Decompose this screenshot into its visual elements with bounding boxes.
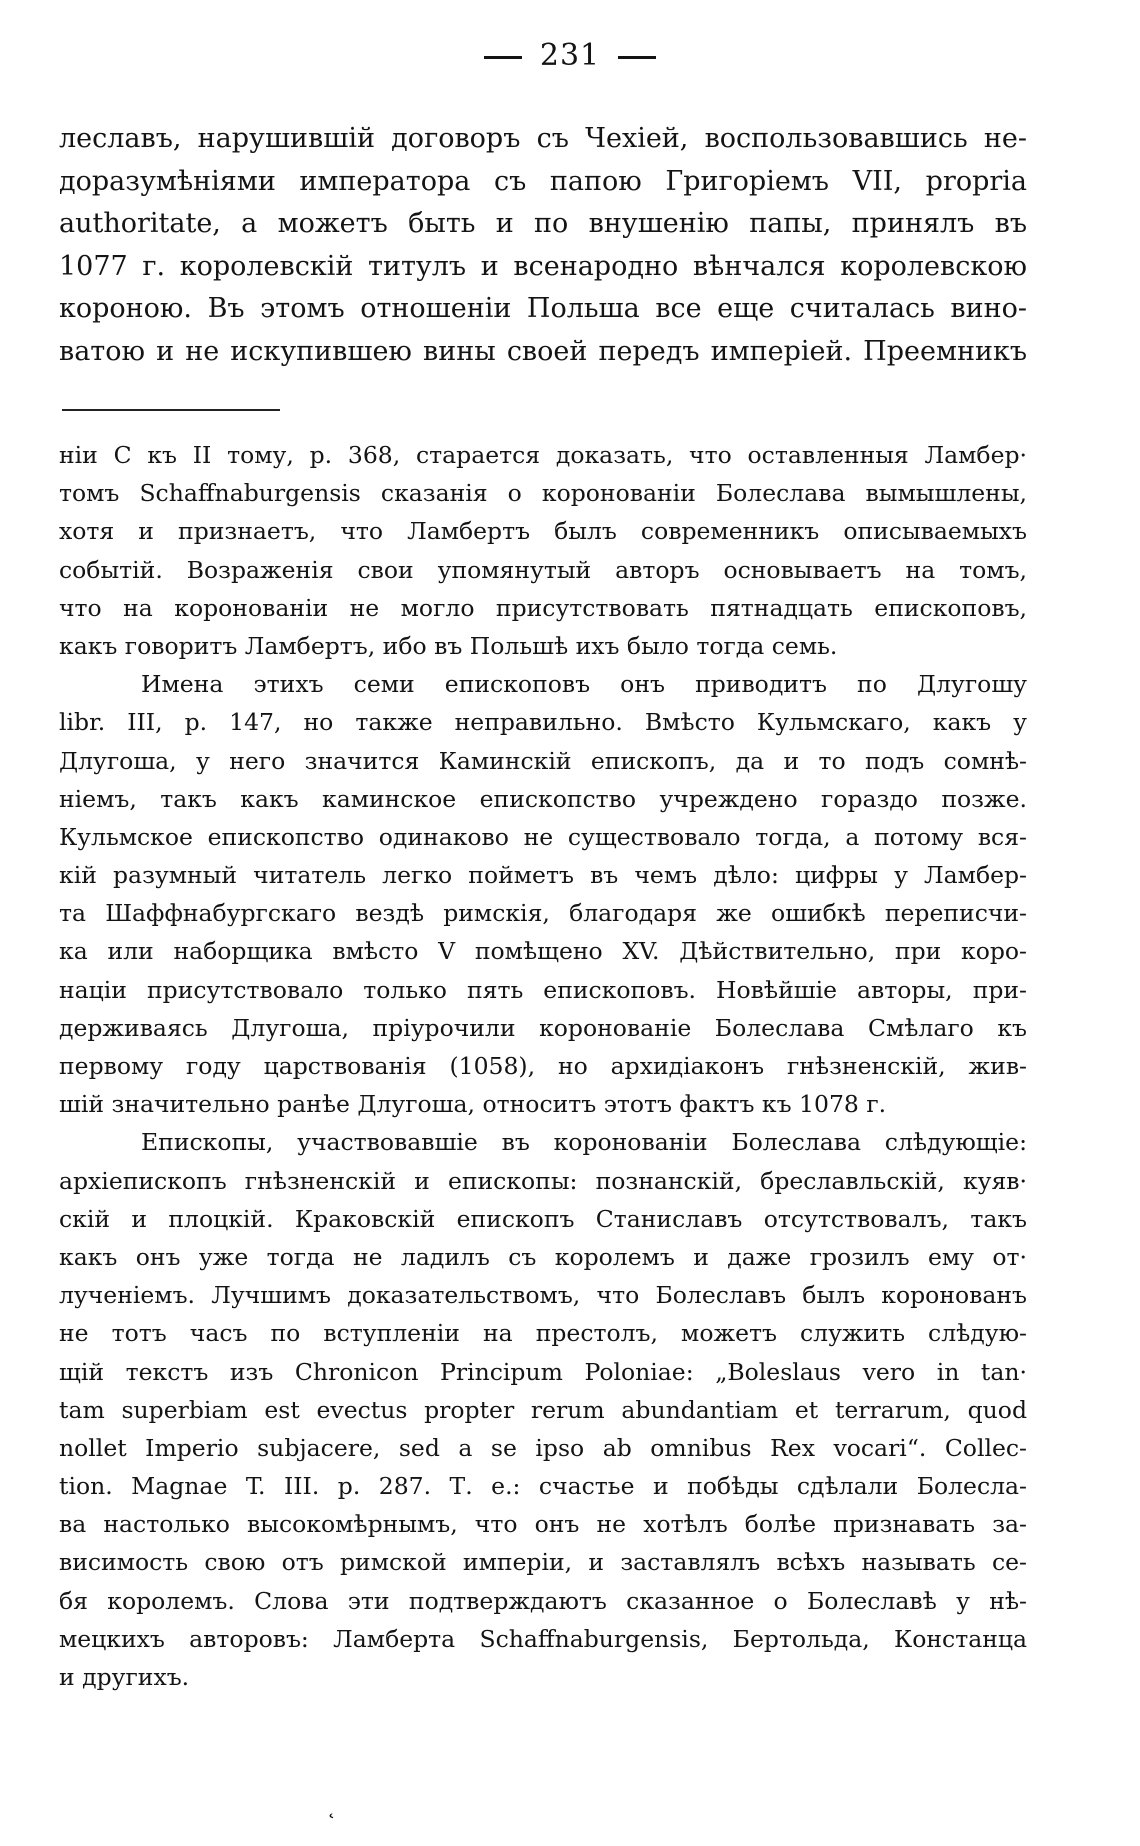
footnote-line: скій и плоцкій. Краковскій епископъ Станиславъ отсутствовалъ, такъ — [59, 1204, 1027, 1233]
footnote-line: бя королемъ. Слова эти подтверждаютъ сказанное о Болеславѣ у нѣ- — [59, 1586, 1027, 1615]
footnote-line: хотя и признаетъ, что Ламбертъ былъ современникъ описываемыхъ — [59, 517, 1027, 546]
footnote-line: первому году царствованія (1058), но архидіаконъ гнѣзненскій, жив- — [59, 1052, 1027, 1080]
footnote-line: nollet Imperio subjacere, sed a se ipso ab omnibus Rex vocari“. Collec- — [59, 1433, 1027, 1462]
footnote-line: ніи C къ II тому, p. 368, старается доказать, что оставленныя Ламбер· — [59, 441, 1027, 469]
footnote — [59, 436, 1027, 1696]
footnote-line: мецкихъ авторовъ: Ламберта Schaffnaburgensis, Бертольда, Констанца — [59, 1624, 1027, 1653]
footnote-line: Длугоша, у него значится Каминскій епископъ, да и то подъ сомнѣ- — [59, 746, 1027, 775]
footnote-line: держиваясь Длугоша, пріурочили короновaніе Болеслава Смѣлаго къ — [59, 1013, 1027, 1042]
text-line: 1077 г. королевскій титулъ и всенародно вѣнчался королевскою — [59, 250, 1027, 282]
footnote-line: кій разумный читатель легко пойметъ въ чемъ дѣло: цифры у Ламбер- — [59, 861, 1027, 890]
page-header — [0, 38, 1140, 73]
footnote-line: ніемъ, такъ какъ каминское епископство учреждено гораздо позже. — [59, 784, 1027, 813]
footnote-line: какъ говоритъ Ламбертъ, ибо въ Польшѣ ихъ было тогда семь. — [59, 631, 838, 660]
footnote-line: ва настолько высокомѣрнымъ, что онъ не хотѣлъ болѣе признавать за- — [59, 1510, 1027, 1539]
text-line: authoritate, а можетъ быть и по внушенію папы, принялъ въ — [59, 208, 1027, 239]
stray-ink-mark: ˛ — [325, 1793, 344, 1822]
footnote-line: и другихъ. — [59, 1663, 190, 1691]
right-dash — [618, 56, 656, 59]
footnote-line: шій значительно ранѣе Длугоша, относитъ этотъ фактъ къ 1078 г. — [59, 1090, 887, 1119]
footnote-line: висимость свою отъ римской имперіи, и заставлялъ всѣхъ называть се- — [59, 1548, 1027, 1577]
footnote-line: Епископы, участвовавшіе въ короновaніи Болеслава слѣдующіе: — [141, 1128, 1027, 1157]
footnote-line: Кульмское епископство одинаково не существовало тогда, а потому вся- — [59, 822, 1027, 851]
footnote-line: какъ онъ уже тогда не ладилъ съ королемъ и даже грозилъ ему от· — [59, 1242, 1027, 1271]
left-dash — [484, 56, 522, 59]
footnote-line: та Шаффнабургскаго вездѣ римскія, благодаря же ошибкѣ переписчи- — [59, 899, 1027, 928]
main-text — [59, 118, 1027, 373]
footnote-line: tion. Magnae T. III. p. 287. Т. е.: счастье и побѣды сдѣлали Болесла- — [59, 1472, 1027, 1501]
footnote-line: что на короновaніи не могло присутствовать пятнадцать епископовъ, — [59, 593, 1027, 622]
footnote-line: архіепископъ гнѣзненскій и епископы: познанскій, бреславльскій, куяв· — [59, 1166, 1027, 1195]
text-line: леславъ, нарушившій договоръ съ Чехіей, воспользовавшись не- — [59, 123, 1027, 154]
footnote-line: не тотъ часъ по вступленіи на престолъ, можетъ служить слѣдую- — [59, 1319, 1027, 1348]
footnote-line: libr. III, p. 147, но также неправильно. Вмѣсто Кульмскаго, какъ у — [59, 708, 1027, 737]
text-line: доразумѣніями императора съ папою Григоріемъ VII, propria — [59, 165, 1027, 197]
page-number: 231 — [539, 38, 601, 73]
text-line: короною. Въ этомъ отношеніи Польша все еще считалась вино- — [59, 293, 1027, 324]
footnote-line: tam superbiam est evectus propter rerum abundantiam et terrarum, quod — [59, 1395, 1027, 1424]
footnote-divider — [62, 409, 280, 411]
footnote-line: ка или наборщика вмѣсто V помѣщено XV. Дѣйствительно, при коро- — [59, 937, 1027, 966]
footnote-line: Имена этихъ семи епископовъ онъ приводитъ по Длугошу — [141, 670, 1027, 699]
footnote-line: событій. Возраженія свои упомянутый авторъ основываетъ на томъ, — [59, 555, 1027, 584]
footnote-line: томъ Schaffnaburgensis сказанія о короновaніи Болеслава вымышлены, — [59, 479, 1027, 508]
footnote-line: лученіемъ. Лучшимъ доказательствомъ, что Болеславъ былъ коронованъ — [59, 1281, 1027, 1310]
footnote-line: націи присутствовало только пять епископовъ. Новѣйшіе авторы, при- — [59, 975, 1027, 1004]
footnote-line: щій текстъ изъ Chronicon Principum Poloniae: „Boleslaus vero in tan· — [59, 1357, 1027, 1386]
text-line: ватою и не искупившею вины своей передъ имперіей. Преемникъ — [59, 335, 1027, 367]
